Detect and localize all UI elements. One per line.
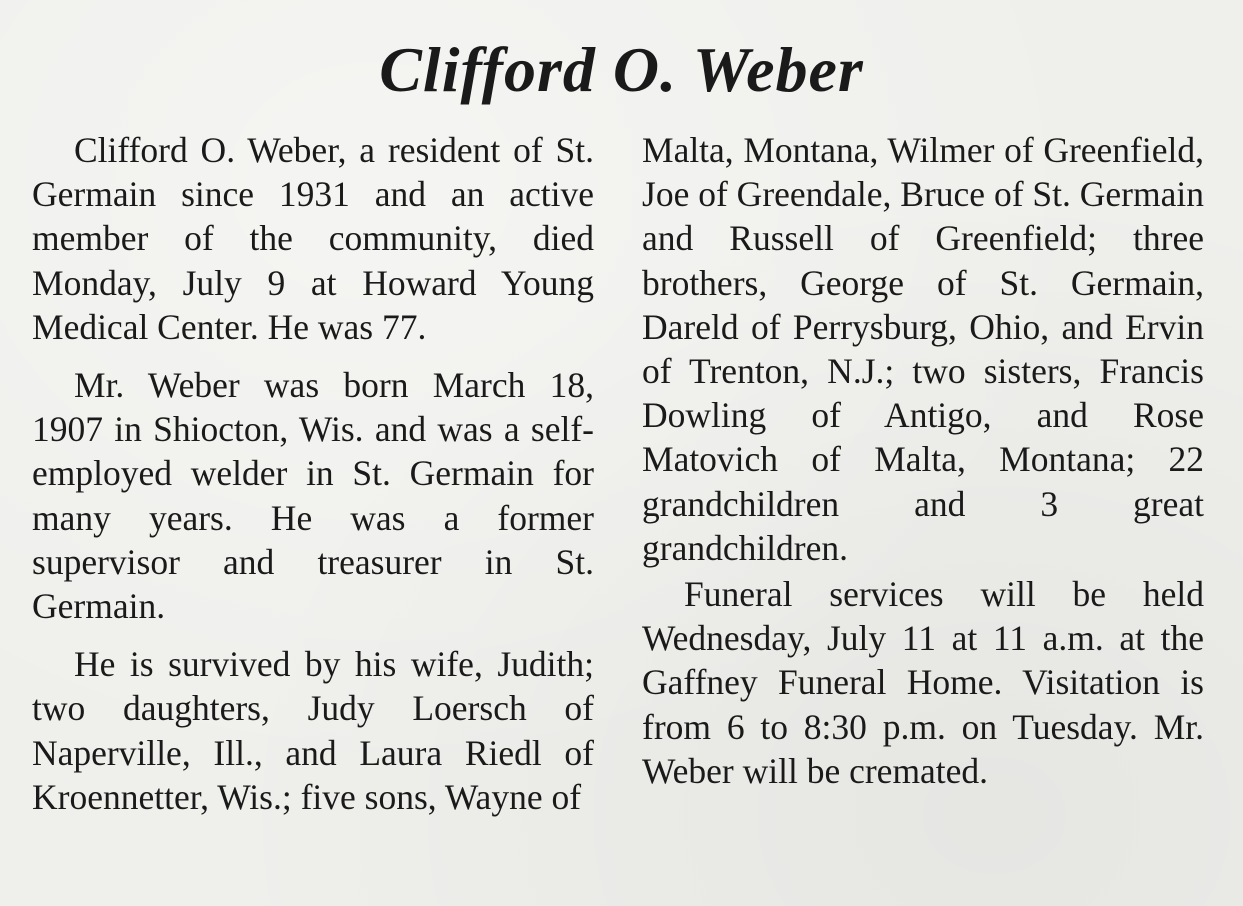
paragraph-funeral-services: Funeral services will be held Wednesday, July 11 at 11 a.m. at the Gaffney Funeral Home. Visitation is from 6 to 8:30 p.m. on Tuesday. Mr. Weber will be cremated. [642,574,1204,791]
paragraph-death-notice: Clifford O. Weber, a resident of St. Germain since 1931 and an active member of the community, died Monday, July 9 at Howard Young Medical Center. He was 77. [32,130,594,347]
obituary-headline: Clifford O. Weber [379,34,864,105]
paragraph-survivors-continued: Malta, Montana, Wilmer of Greenfield, Joe of Greendale, Bruce of St. Germain and Russell of Greenfield; three brothers, George of St. Germain, Dareld of Perrysburg, Ohio, and Ervin of Trenton, N.J.; two sisters, Francis Dowling of Antigo, and Rose Matovich of Malta, Montana; 22 grandchildren and 3 great grandchildren. [642,130,1204,568]
paragraph-survivors-start: He is survived by his wife, Judith; two daughters, Judy Loersch of Naperville, Ill., and Laura Riedl of Kroennetter, Wis.; five sons, Wayne of [32,644,594,817]
right-column [642,128,1204,793]
left-column [32,128,594,819]
paragraph-biography: Mr. Weber was born March 18, 1907 in Shiocton, Wis. and was a self-employed welder in St. Germain for many years. He was a former supervisor and treasurer in St. Germain. [32,365,594,627]
